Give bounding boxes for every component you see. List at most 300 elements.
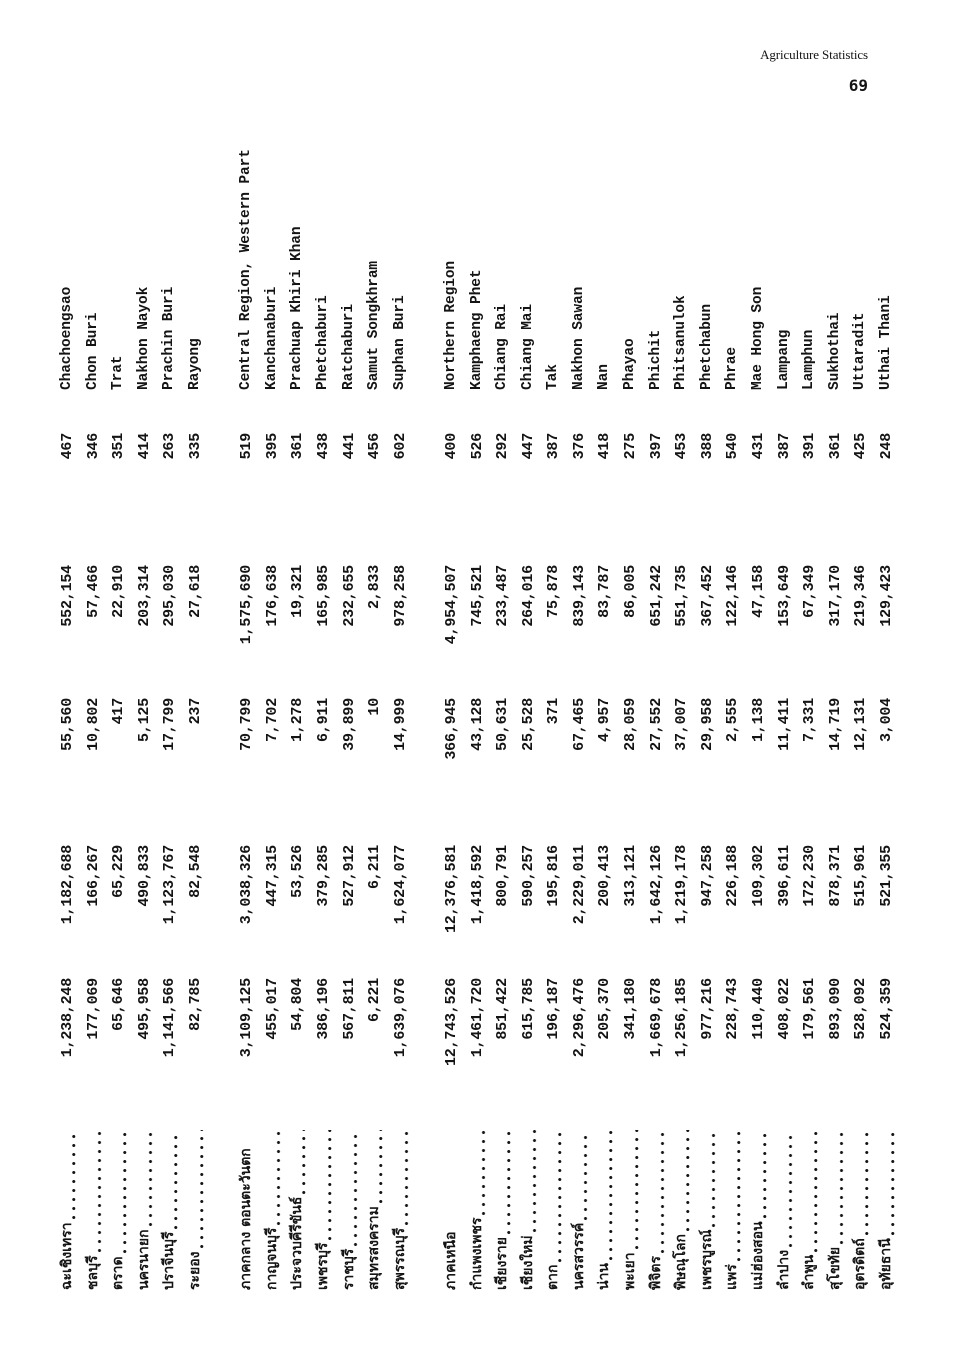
thai-province-name: อุทัยธานี [878, 1238, 894, 1290]
running-head-title: Agriculture Statistics [760, 47, 868, 62]
english-region-name: Central Region, Western Part [238, 149, 255, 390]
thai-province-name: เพชรบุรี [314, 1242, 331, 1290]
value-cell-5: 391 [801, 433, 819, 460]
value-cell-4: 165,985 [314, 565, 332, 627]
thai-province-name: กำแพงเพชร [468, 1217, 485, 1290]
value-cell-2: 1,123,767 [161, 845, 179, 925]
province-row [823, 110, 849, 1310]
thai-name-cell [260, 1130, 286, 1290]
value-cell-4: 57,466 [84, 565, 102, 618]
province-row [157, 110, 183, 1310]
value-cell-1: 12,743,526 [442, 978, 460, 1067]
thai-name-cell [311, 1130, 337, 1290]
english-province-name: Lamphun [801, 329, 818, 390]
thai-province-name: ปราจีนบุรี [161, 1231, 178, 1290]
value-cell-5: 248 [878, 433, 895, 460]
province-row [772, 110, 798, 1310]
region-total-row [439, 110, 465, 1310]
value-cell-2: 200,413 [596, 845, 614, 907]
thai-province-name: แม่ฮ่องสอน [750, 1221, 767, 1290]
province-row [567, 110, 593, 1310]
value-cell-5: 602 [391, 433, 409, 460]
thai-name-cell [132, 1130, 158, 1290]
value-cell-3: 29,958 [698, 698, 716, 751]
value-cell-2: 447,315 [263, 845, 281, 907]
value-cell-5: 425 [852, 433, 870, 460]
province-row [337, 110, 363, 1310]
value-cell-2: 1,418,592 [468, 845, 486, 925]
province-row [669, 110, 695, 1310]
thai-name-cell [388, 1130, 414, 1290]
value-cell-4: 176,638 [263, 565, 281, 627]
value-cell-1: 205,370 [596, 978, 614, 1040]
value-cell-5: 519 [238, 433, 256, 460]
value-cell-1: 615,785 [519, 978, 537, 1040]
dot-leader [362, 1130, 388, 1206]
value-cell-3: 27,552 [647, 698, 665, 751]
value-cell-2: 6,211 [366, 845, 384, 890]
value-cell-2: 313,121 [622, 845, 640, 907]
value-cell-2: 1,219,178 [673, 845, 691, 925]
value-cell-1: 2,296,476 [570, 978, 588, 1058]
thai-name-cell [183, 1130, 209, 1290]
value-cell-1: 1,141,566 [161, 978, 179, 1058]
value-cell-2: 109,302 [750, 845, 768, 907]
value-cell-4: 122,146 [724, 565, 742, 627]
dot-leader [848, 1130, 874, 1238]
value-cell-3: 5,125 [135, 698, 153, 743]
value-cell-1: 196,187 [545, 978, 563, 1040]
value-cell-1: 110,440 [750, 978, 768, 1040]
value-cell-3: 10,802 [84, 698, 102, 751]
province-row [516, 110, 542, 1310]
group-spacer [209, 110, 235, 1310]
english-province-name: Phayao [622, 338, 639, 390]
value-cell-3: 417 [110, 698, 128, 725]
value-cell-4: 4,954,507 [442, 565, 460, 645]
value-cell-1: 54,804 [289, 978, 307, 1031]
thai-province-name: อุตรดิตถ์ [852, 1238, 869, 1290]
value-cell-4: 129,423 [878, 565, 895, 627]
value-cell-4: 1,575,690 [238, 565, 256, 645]
value-cell-4: 27,618 [186, 565, 204, 618]
english-province-name: Uthai Thani [878, 295, 894, 390]
province-row [746, 110, 772, 1310]
thai-name-cell [362, 1130, 388, 1290]
value-cell-3: 67,465 [570, 698, 588, 751]
thai-province-name: สุพรรณบุรี [391, 1227, 408, 1290]
province-row [285, 110, 311, 1310]
value-cell-4: 22,910 [110, 565, 128, 618]
value-cell-5: 395 [263, 433, 281, 460]
thai-province-name: ลำพูน [801, 1254, 818, 1290]
value-cell-2: 1,642,126 [647, 845, 665, 925]
thai-province-name: แพร่ [724, 1264, 741, 1290]
thai-name-cell [669, 1130, 695, 1290]
value-cell-5: 418 [596, 433, 614, 460]
dot-leader [388, 1130, 414, 1228]
english-region-name: Northern Region [442, 260, 459, 390]
thai-province-name: สมุทรสงคราม [366, 1206, 383, 1290]
province-row [183, 110, 209, 1310]
value-cell-2: 1,624,077 [391, 845, 409, 925]
value-cell-3: 371 [545, 698, 563, 725]
value-cell-5: 361 [289, 433, 307, 460]
value-cell-3: 55,560 [59, 698, 76, 751]
value-cell-4: 67,349 [801, 565, 819, 618]
value-cell-5: 361 [826, 433, 844, 460]
english-province-name: Phichit [647, 329, 664, 390]
value-cell-3: 2,555 [724, 698, 742, 743]
english-province-name: Sukhothai [826, 312, 843, 390]
thai-region-name: ภาคเหนือ [442, 1231, 459, 1290]
value-cell-1: 1,669,678 [647, 978, 665, 1058]
value-cell-5: 335 [186, 433, 204, 460]
thai-name-cell [106, 1130, 132, 1290]
value-cell-2: 396,611 [775, 845, 793, 907]
thai-province-name: สุโขทัย [826, 1246, 843, 1290]
value-cell-2: 166,267 [84, 845, 102, 907]
value-cell-5: 414 [135, 433, 153, 460]
thai-province-name: เชียงราย [494, 1237, 511, 1290]
statistics-table [55, 110, 900, 1310]
thai-name-cell [797, 1130, 823, 1290]
thai-province-name: ชลบุรี [84, 1255, 101, 1290]
value-cell-4: 75,878 [545, 565, 563, 618]
english-province-name: Phrae [724, 346, 741, 390]
thai-region-name: ภาคกลาง ตอนตะวันตก [238, 1148, 255, 1290]
value-cell-2: 527,912 [340, 845, 358, 907]
english-province-name: Tak [545, 364, 562, 390]
value-cell-2: 490,833 [135, 845, 153, 907]
thai-province-name: กาญจนบุรี [263, 1227, 280, 1290]
value-cell-4: 839,143 [570, 565, 588, 627]
value-cell-4: 83,787 [596, 565, 614, 618]
value-cell-2: 379,285 [314, 845, 332, 907]
value-cell-2: 1,182,688 [59, 845, 76, 925]
thai-province-name: ประจวบคีรีขันธ์ [289, 1196, 306, 1290]
value-cell-2: 172,230 [801, 845, 819, 907]
english-province-name: Chachoengsao [59, 286, 75, 390]
thai-province-name: น่าน [596, 1262, 613, 1290]
value-cell-1: 567,811 [340, 978, 358, 1040]
province-row [55, 110, 81, 1310]
value-cell-5: 376 [570, 433, 588, 460]
province-row [541, 110, 567, 1310]
value-cell-3: 70,799 [238, 698, 256, 751]
thai-province-name: ฉะเชิงเทรา [59, 1222, 75, 1290]
english-province-name: Phetchabun [698, 303, 715, 390]
value-cell-5: 467 [59, 433, 76, 460]
value-cell-4: 232,655 [340, 565, 358, 627]
dot-leader [490, 1130, 516, 1237]
value-cell-5: 438 [314, 433, 332, 460]
thai-name-cell [848, 1130, 874, 1290]
value-cell-3: 4,957 [596, 698, 614, 743]
value-cell-5: 387 [545, 433, 563, 460]
province-row [618, 110, 644, 1310]
province-row [465, 110, 491, 1310]
thai-province-name: เชียงใหม่ [519, 1235, 536, 1290]
value-cell-2: 800,791 [494, 845, 512, 907]
value-cell-3: 7,702 [263, 698, 281, 743]
thai-name-cell [439, 1130, 465, 1290]
value-cell-3: 1,278 [289, 698, 307, 743]
dot-leader [260, 1130, 286, 1228]
value-cell-1: 179,561 [801, 978, 819, 1040]
group-spacer [413, 110, 439, 1310]
english-province-name: Nakhon Nayok [135, 286, 152, 390]
value-cell-2: 82,548 [186, 845, 204, 898]
value-cell-5: 447 [519, 433, 537, 460]
english-province-name: Lampang [775, 329, 792, 390]
value-cell-1: 1,639,076 [391, 978, 409, 1058]
value-cell-3: 7,331 [801, 698, 819, 743]
english-province-name: Chiang Mai [519, 303, 536, 390]
province-row [132, 110, 158, 1310]
english-province-name: Kamphaeng Phet [468, 269, 485, 390]
value-cell-3: 366,945 [442, 698, 460, 760]
english-province-name: Rayong [186, 338, 203, 390]
thai-name-cell [81, 1130, 107, 1290]
value-cell-2: 12,376,581 [442, 845, 460, 934]
value-cell-2: 521,355 [878, 845, 895, 907]
english-province-name: Uttaradit [852, 312, 869, 390]
dot-leader [55, 1130, 81, 1222]
value-cell-1: 524,359 [878, 978, 895, 1040]
english-province-name: Kanchanaburi [263, 286, 280, 390]
dot-leader [695, 1130, 721, 1230]
thai-province-name: พะเยา [622, 1252, 639, 1290]
thai-name-cell [490, 1130, 516, 1290]
thai-name-cell [234, 1130, 260, 1290]
value-cell-5: 275 [622, 433, 640, 460]
province-row [874, 110, 900, 1310]
province-row [695, 110, 721, 1310]
value-cell-2: 878,371 [826, 845, 844, 907]
english-province-name: Chiang Rai [494, 303, 511, 390]
dot-leader [874, 1130, 900, 1238]
value-cell-3: 3,004 [878, 698, 895, 743]
value-cell-1: 408,022 [775, 978, 793, 1040]
province-row [260, 110, 286, 1310]
value-cell-3: 25,528 [519, 698, 537, 751]
value-cell-4: 978,258 [391, 565, 409, 627]
value-cell-4: 552,154 [59, 565, 76, 627]
value-cell-4: 295,030 [161, 565, 179, 627]
value-cell-2: 65,229 [110, 845, 128, 898]
province-row [311, 110, 337, 1310]
value-cell-3: 12,131 [852, 698, 870, 751]
value-cell-2: 3,038,326 [238, 845, 256, 925]
value-cell-1: 341,180 [622, 978, 640, 1040]
dot-leader [465, 1130, 491, 1218]
table-body [55, 110, 900, 1310]
dot-leader [567, 1130, 593, 1223]
english-province-name: Ratchaburi [340, 303, 357, 390]
dot-leader [311, 1130, 337, 1243]
dot-leader [772, 1130, 798, 1250]
value-cell-4: 219,346 [852, 565, 870, 627]
value-cell-4: 317,170 [826, 565, 844, 627]
thai-name-cell [772, 1130, 798, 1290]
value-cell-3: 14,719 [826, 698, 844, 751]
dot-leader [746, 1130, 772, 1221]
value-cell-2: 53,526 [289, 845, 307, 898]
english-province-name: Phetchaburi [314, 295, 331, 390]
dot-leader [106, 1130, 132, 1256]
thai-name-cell [746, 1130, 772, 1290]
value-cell-2: 590,257 [519, 845, 537, 907]
province-row [106, 110, 132, 1310]
value-cell-5: 456 [366, 433, 384, 460]
value-cell-5: 431 [750, 433, 768, 460]
value-cell-4: 203,314 [135, 565, 153, 627]
value-cell-4: 47,158 [750, 565, 768, 618]
thai-name-cell [592, 1130, 618, 1290]
dot-leader [618, 1130, 644, 1252]
value-cell-5: 387 [775, 433, 793, 460]
province-row [490, 110, 516, 1310]
thai-province-name: ลำปาง [775, 1249, 792, 1290]
dot-leader [183, 1130, 209, 1252]
dot-leader [157, 1130, 183, 1232]
thai-province-name: นครสวรรค์ [570, 1222, 587, 1290]
value-cell-1: 455,017 [263, 978, 281, 1040]
thai-name-cell [157, 1130, 183, 1290]
thai-name-cell [465, 1130, 491, 1290]
province-row [81, 110, 107, 1310]
value-cell-4: 651,242 [647, 565, 665, 627]
value-cell-4: 264,016 [519, 565, 537, 627]
dot-leader [592, 1130, 618, 1263]
value-cell-1: 495,958 [135, 978, 153, 1040]
province-row [362, 110, 388, 1310]
english-province-name: Mae Hong Son [750, 286, 767, 390]
value-cell-1: 6,221 [366, 978, 384, 1023]
value-cell-5: 346 [84, 433, 102, 460]
province-row [644, 110, 670, 1310]
value-cell-2: 195,816 [545, 845, 563, 907]
thai-name-cell [644, 1130, 670, 1290]
value-cell-2: 515,961 [852, 845, 870, 907]
value-cell-4: 233,487 [494, 565, 512, 627]
thai-name-cell [618, 1130, 644, 1290]
value-cell-5: 540 [724, 433, 742, 460]
thai-name-cell [541, 1130, 567, 1290]
value-cell-5: 351 [110, 433, 128, 460]
dot-leader [541, 1130, 567, 1265]
value-cell-4: 745,521 [468, 565, 486, 627]
thai-name-cell [720, 1130, 746, 1290]
value-cell-3: 28,059 [622, 698, 640, 751]
value-cell-5: 292 [494, 433, 512, 460]
thai-name-cell [567, 1130, 593, 1290]
value-cell-1: 528,092 [852, 978, 870, 1040]
dot-leader [132, 1130, 158, 1229]
value-cell-5: 453 [673, 433, 691, 460]
value-cell-4: 153,649 [775, 565, 793, 627]
thai-name-cell [55, 1130, 81, 1290]
english-province-name: Trat [110, 355, 127, 390]
value-cell-3: 43,128 [468, 698, 486, 751]
value-cell-3: 6,911 [314, 698, 332, 743]
thai-name-cell [823, 1130, 849, 1290]
english-province-name: Samut Songkhram [366, 260, 383, 390]
page-number: 69 [848, 76, 868, 95]
dot-leader [720, 1130, 746, 1264]
value-cell-5: 400 [442, 433, 460, 460]
value-cell-4: 367,452 [698, 565, 716, 627]
value-cell-5: 388 [698, 433, 716, 460]
thai-province-name: ระยอง [186, 1251, 203, 1290]
value-cell-1: 1,461,720 [468, 978, 486, 1058]
value-cell-1: 1,238,248 [59, 978, 76, 1058]
value-cell-1: 228,743 [724, 978, 742, 1040]
value-cell-1: 386,196 [314, 978, 332, 1040]
value-cell-1: 893,090 [826, 978, 844, 1040]
value-cell-4: 551,735 [673, 565, 691, 627]
value-cell-3: 50,631 [494, 698, 512, 751]
thai-province-name: เพชรบูรณ์ [698, 1229, 715, 1290]
value-cell-2: 2,229,011 [570, 845, 588, 925]
value-cell-1: 177,069 [84, 978, 102, 1040]
province-row [388, 110, 414, 1310]
value-cell-5: 263 [161, 433, 179, 460]
thai-province-name: นครนายก [135, 1229, 152, 1290]
value-cell-1: 3,109,125 [238, 978, 256, 1058]
value-cell-4: 2,833 [366, 565, 384, 610]
value-cell-2: 226,188 [724, 845, 742, 907]
english-province-name: Nan [596, 364, 613, 390]
thai-name-cell [516, 1130, 542, 1290]
english-province-name: Nakhon Sawan [570, 286, 587, 390]
dot-leader [285, 1130, 311, 1197]
value-cell-1: 977,216 [698, 978, 716, 1040]
thai-name-cell [337, 1130, 363, 1290]
value-cell-2: 947,258 [698, 845, 716, 907]
thai-province-name: พิษณุโลก [673, 1233, 690, 1290]
region-total-row [234, 110, 260, 1310]
thai-province-name: ตาก [545, 1264, 562, 1290]
value-cell-5: 441 [340, 433, 358, 460]
value-cell-4: 19,321 [289, 565, 307, 618]
province-row [848, 110, 874, 1310]
dot-leader [669, 1130, 695, 1234]
province-row [592, 110, 618, 1310]
dot-leader [516, 1130, 542, 1235]
value-cell-3: 237 [186, 698, 204, 725]
thai-province-name: ตราด [110, 1256, 127, 1290]
province-row [720, 110, 746, 1310]
thai-province-name: พิจิตร [647, 1255, 664, 1290]
thai-name-cell [285, 1130, 311, 1290]
dot-leader [823, 1130, 849, 1247]
value-cell-1: 82,785 [186, 978, 204, 1031]
value-cell-3: 11,411 [775, 698, 793, 751]
value-cell-4: 86,005 [622, 565, 640, 618]
value-cell-3: 37,007 [673, 698, 691, 751]
english-province-name: Phitsanulok [673, 295, 690, 390]
value-cell-1: 1,256,185 [673, 978, 691, 1058]
english-province-name: Suphan Buri [391, 295, 408, 390]
english-province-name: Prachin Buri [161, 286, 178, 390]
value-cell-5: 397 [647, 433, 665, 460]
value-cell-1: 65,646 [110, 978, 128, 1031]
dot-leader [337, 1130, 363, 1249]
province-row [797, 110, 823, 1310]
english-province-name: Chon Buri [84, 312, 101, 390]
